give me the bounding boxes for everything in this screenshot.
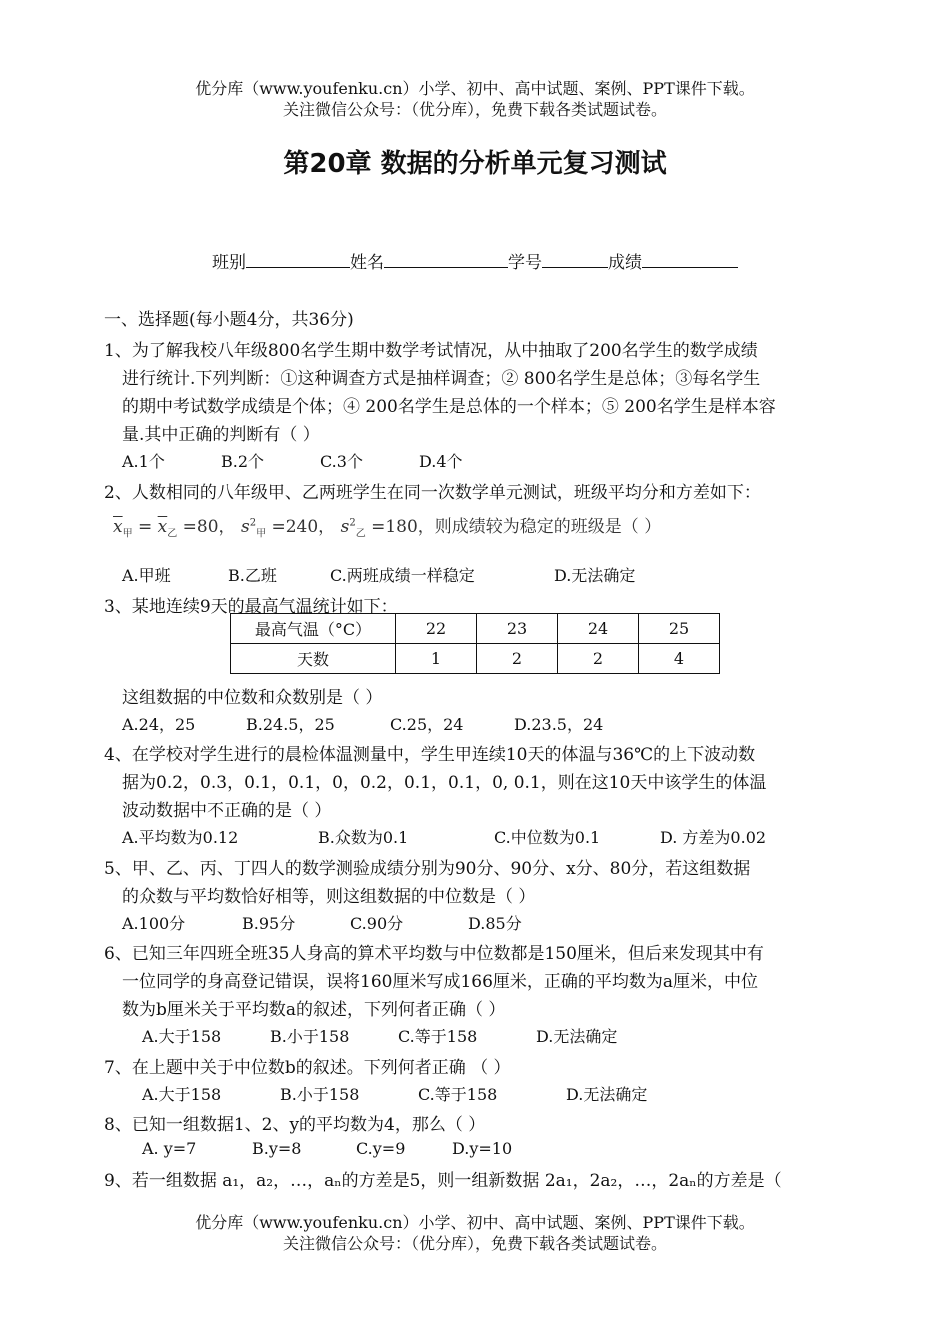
q8-option-a: A. y=7 bbox=[142, 1139, 197, 1158]
table-cell: 2 bbox=[558, 644, 639, 674]
q3-option-a: A.24，25 bbox=[122, 715, 196, 734]
table-cell: 1 bbox=[396, 644, 477, 674]
q2-line-1: 2、人数相同的八年级甲、乙两班学生在同一次数学单元测试，班级平均分和方差如下： bbox=[104, 483, 761, 503]
q7-option-d: D.无法确定 bbox=[566, 1085, 648, 1104]
id-label: 学号 bbox=[508, 253, 542, 273]
name-label: 姓名 bbox=[350, 253, 384, 273]
q3-line-2: 这组数据的中位数和众数别是（ ） bbox=[122, 688, 383, 708]
id-blank bbox=[542, 249, 608, 268]
q2-option-c: C.两班成绩一样稳定 bbox=[330, 566, 475, 585]
q6-option-a: A.大于158 bbox=[142, 1027, 222, 1046]
q5-line-1: 5、甲、乙、丙、丁四人的数学测验成绩分别为90分、90分、x分、80分，若这组数据 bbox=[104, 859, 751, 879]
table-cell: 4 bbox=[639, 644, 720, 674]
table-cell: 22 bbox=[396, 614, 477, 644]
q6-option-b: B.小于158 bbox=[270, 1027, 350, 1046]
class-blank bbox=[246, 249, 350, 268]
q1-line-3: 的期中考试数学成绩是个体；④ 200名学生是总体的一个样本；⑤ 200名学生是样本容 bbox=[122, 397, 776, 417]
q5-option-d: D.85分 bbox=[468, 914, 522, 933]
table-cell: 24 bbox=[558, 614, 639, 644]
q4-option-c: C.中位数为0.1 bbox=[494, 828, 601, 847]
q3-option-d: D.23.5，24 bbox=[514, 715, 604, 734]
header-line-1: 优分库（www.youfenku.cn）小学、初中、高中试题、案例、PPT课件下载。 bbox=[195, 79, 755, 98]
table-cell: 23 bbox=[477, 614, 558, 644]
student-info-row bbox=[0, 248, 950, 273]
q1-line-1: 1、为了解我校八年级800名学生期中数学考试情况，从中抽取了200名学生的数学成绩 bbox=[104, 341, 758, 361]
q2-option-b: B.乙班 bbox=[228, 566, 277, 585]
q5-line-2: 的众数与平均数恰好相等，则这组数据的中位数是（ ） bbox=[122, 887, 536, 907]
q7-option-b: B.小于158 bbox=[280, 1085, 360, 1104]
q4-option-d: D. 方差为0.02 bbox=[660, 828, 767, 847]
q6-line-2: 一位同学的身高登记错误，误将160厘米写成166厘米，正确的平均数为a厘米，中位 bbox=[122, 972, 759, 992]
q4-option-a: A.平均数为0.12 bbox=[122, 828, 239, 847]
q7-option-a: A.大于158 bbox=[142, 1085, 222, 1104]
q1-option-a: A.1个 bbox=[122, 452, 165, 471]
q8-option-d: D.y=10 bbox=[452, 1139, 513, 1158]
q5-option-a: A.100分 bbox=[122, 914, 186, 933]
table-cell: 2 bbox=[477, 644, 558, 674]
q4-option-b: B.众数为0.1 bbox=[318, 828, 409, 847]
section-heading: 一、选择题(每小题4分，共36分) bbox=[104, 310, 354, 330]
footer-line-2: 关注微信公众号：（优分库），免费下载各类试题试卷。 bbox=[282, 1234, 667, 1253]
q1-line-4: 量.其中正确的判断有（ ） bbox=[122, 425, 320, 445]
name-blank bbox=[384, 249, 508, 268]
q6-option-d: D.无法确定 bbox=[536, 1027, 618, 1046]
q5-option-b: B.95分 bbox=[242, 914, 296, 933]
q6-line-3: 数为b厘米关于平均数a的叙述，下列何者正确（ ） bbox=[122, 1000, 506, 1020]
footer-line-1: 优分库（www.youfenku.cn）小学、初中、高中试题、案例、PPT课件下载。 bbox=[195, 1213, 755, 1232]
q1-option-b: B.2个 bbox=[221, 452, 265, 471]
table-cell: 25 bbox=[639, 614, 720, 644]
q3-line-1: 3、某地连续9天的最高气温统计如下： bbox=[104, 597, 398, 617]
q6-line-1: 6、已知三年四班全班35人身高的算术平均数与中位数都是150厘米，但后来发现其中有 bbox=[104, 944, 764, 964]
q5-option-c: C.90分 bbox=[350, 914, 404, 933]
q4-line-1: 4、在学校对学生进行的晨检体温测量中，学生甲连续10天的体温与36℃的上下波动数 bbox=[104, 745, 756, 765]
q7-line-1: 7、在上题中关于中位数b的叙述。下列何者正确 （ ） bbox=[104, 1058, 511, 1078]
q2-option-d: D.无法确定 bbox=[554, 566, 636, 585]
table-row bbox=[231, 614, 720, 644]
header-line-2: 关注微信公众号：（优分库），免费下载各类试题试卷。 bbox=[282, 100, 667, 119]
class-label: 班别 bbox=[212, 253, 246, 273]
q8-option-b: B.y=8 bbox=[252, 1139, 302, 1158]
score-blank bbox=[642, 249, 738, 268]
q6-option-c: C.等于158 bbox=[398, 1027, 478, 1046]
score-label: 成绩 bbox=[608, 253, 642, 273]
q1-option-c: C.3个 bbox=[320, 452, 363, 471]
q4-line-2: 据为0.2，0.3，0.1，0.1，0，0.2，0.1，0.1，0, 0.1，则在这10天中该学生的体温 bbox=[122, 773, 767, 793]
table-cell: 天数 bbox=[231, 644, 396, 674]
table-cell: 最高气温（°C） bbox=[231, 614, 396, 644]
q3-option-b: B.24.5，25 bbox=[246, 715, 335, 734]
q2-formula: $\overline{x}_甲 = \overline{x}_乙 =80$， $s^2_甲 =240$， $s^2_乙 =180$，则成绩较为稳定的班级是（ ） bbox=[113, 517, 662, 540]
q8-line-1: 8、已知一组数据1、2、y的平均数为4，那么（ ） bbox=[104, 1115, 486, 1135]
q3-option-c: C.25，24 bbox=[390, 715, 464, 734]
q1-option-d: D.4个 bbox=[419, 452, 463, 471]
q4-line-3: 波动数据中不正确的是（ ） bbox=[122, 801, 332, 821]
q7-option-c: C.等于158 bbox=[418, 1085, 498, 1104]
q2-option-a: A.甲班 bbox=[122, 566, 171, 585]
table-row bbox=[231, 644, 720, 674]
q8-option-c: C.y=9 bbox=[356, 1139, 406, 1158]
q9-line-1: 9、若一组数据 a₁，a₂，…，aₙ的方差是5，则一组新数据 2a₁，2a₂，…，2aₙ的方差是（ bbox=[104, 1171, 782, 1191]
q1-line-2: 进行统计.下列判断：①这种调查方式是抽样调查；② 800名学生是总体；③每名学生 bbox=[122, 369, 761, 389]
temperature-table bbox=[230, 613, 720, 674]
page-title: 第20章 数据的分析单元复习测试 bbox=[283, 149, 667, 179]
